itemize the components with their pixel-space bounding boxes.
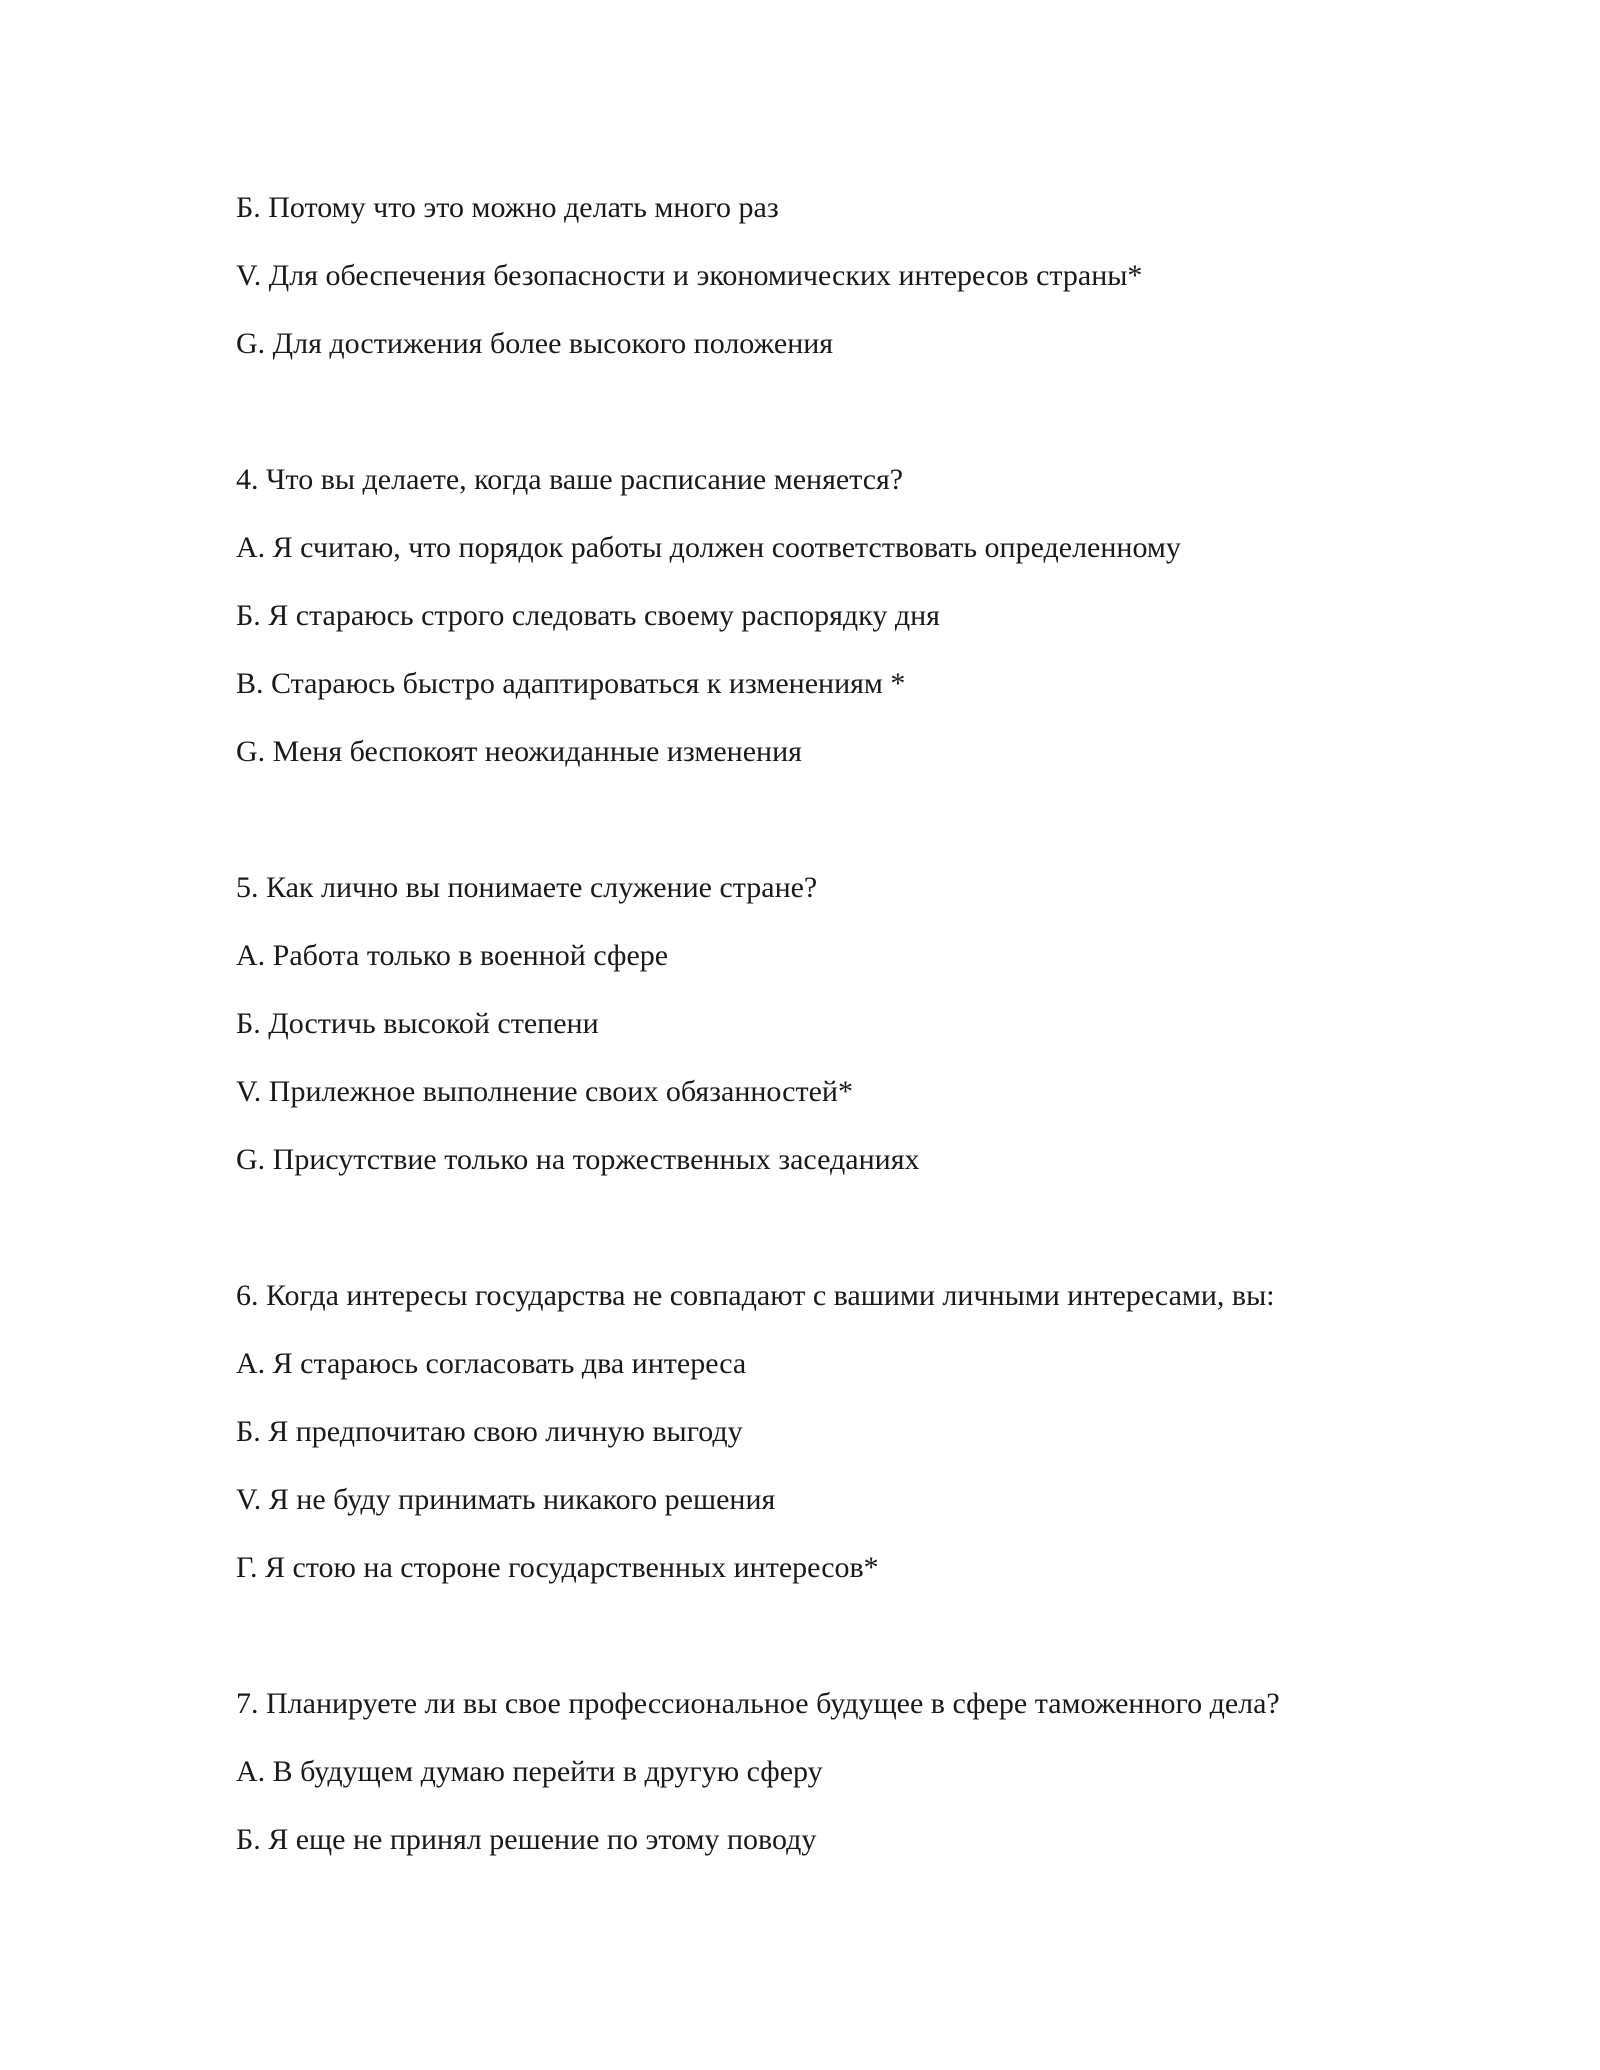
option-b: Б. Достичь высокой степени (236, 1007, 599, 1040)
question-text: 4. Что вы делаете, когда ваше расписание меняется? (236, 463, 904, 496)
option-a: А. Я стараюсь согласовать два интереса (236, 1347, 747, 1380)
option-b: Б. Потому что это можно делать много раз (236, 191, 779, 224)
option-a: А. Я считаю, что порядок работы должен соответствовать определенному (236, 531, 1181, 564)
option-b: Б. Я еще не принял решение по этому поводу (236, 1823, 817, 1856)
question-text: 6. Когда интересы государства не совпадают с вашими личными интересами, вы: (236, 1279, 1275, 1312)
option-v: V. Для обеспечения безопасности и экономических интересов страны* (236, 259, 1143, 292)
question-4 (236, 452, 1436, 792)
questionnaire (236, 180, 1436, 1880)
option-b: Б. Я стараюсь строго следовать своему распорядку дня (236, 599, 940, 632)
question-5 (236, 860, 1436, 1200)
spacer (236, 384, 1436, 452)
option-g: G. Для достижения более высокого положения (236, 327, 834, 360)
question-7 (236, 1676, 1436, 1880)
question-text: 5. Как лично вы понимаете служение стране? (236, 871, 818, 904)
option-b: Б. Я предпочитаю свою личную выгоду (236, 1415, 743, 1448)
option-v: V. Я не буду принимать никакого решения (236, 1483, 776, 1516)
spacer (236, 1608, 1436, 1676)
question-text: 7. Планируете ли вы свое профессиональное будущее в сфере таможенного дела? (236, 1687, 1280, 1720)
option-g: Г. Я стою на стороне государственных интересов* (236, 1551, 879, 1584)
option-a: А. В будущем думаю перейти в другую сферу (236, 1755, 823, 1788)
option-a: А. Работа только в военной сфере (236, 939, 669, 972)
question-6 (236, 1268, 1436, 1608)
option-v: В. Стараюсь быстро адаптироваться к изменениям * (236, 667, 906, 700)
question-3-continuation (236, 180, 1436, 384)
option-g: G. Меня беспокоят неожиданные изменения (236, 735, 802, 768)
option-v: V. Прилежное выполнение своих обязанностей* (236, 1075, 853, 1108)
spacer (236, 792, 1436, 860)
spacer (236, 1200, 1436, 1268)
option-g: G. Присутствие только на торжественных заседаниях (236, 1143, 920, 1176)
